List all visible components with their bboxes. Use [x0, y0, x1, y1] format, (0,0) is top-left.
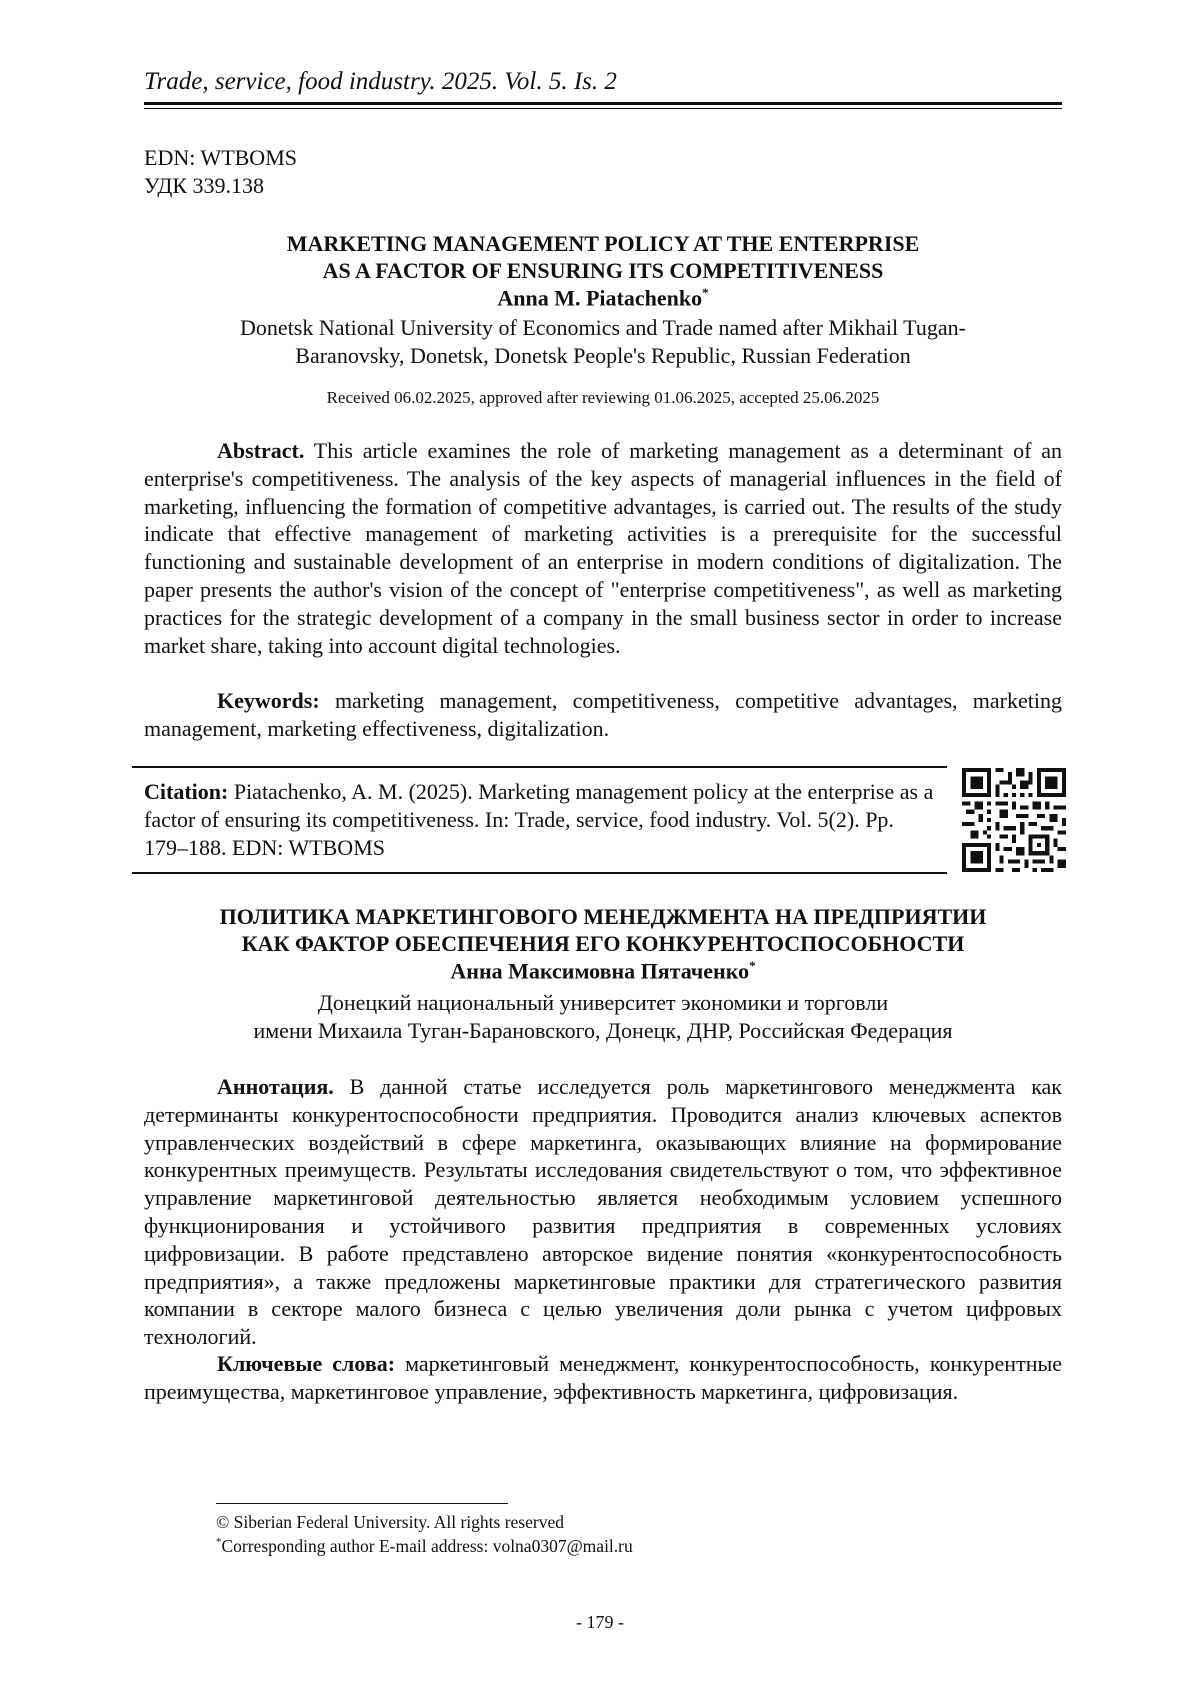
keywords-en-label: Keywords:: [217, 688, 320, 713]
citation-rule-top: [132, 766, 947, 768]
citation-label: Citation:: [144, 779, 228, 804]
header-rule: [144, 102, 1062, 105]
keywords-en-text: marketing management, competitiveness, competitive advantages, marketing management, marketing effectiveness, digitalization.: [144, 688, 1062, 741]
title-en-line2: AS A FACTOR OF ENSURING ITS COMPETITIVENESS: [144, 257, 1062, 284]
affiliation-ru: [144, 989, 1062, 1045]
abstract-ru: [144, 1073, 1062, 1351]
edn: EDN: WTBOMS: [144, 145, 297, 171]
abstract-en-text: This article examines the role of marketing management as a determinant of an enterprise's competitiveness. The analysis of the key aspects of managerial influences in the field of marketing, influencing the formation of competitive advantages, is carried out. The results of the study indicate that effective management of marketing activities is a prerequisite for the successful functioning and sustainable development of an enterprise in modern conditions of digitalization. The paper presents the author's vision of the concept of "enterprise competitiveness", as well as marketing practices for the strategic development of a company in the small business sector in order to increase market share, taking into account digital technologies.: [144, 438, 1062, 658]
citation-box: [132, 766, 947, 876]
footnote-rule: [216, 1503, 508, 1504]
journal-header: Trade, service, food industry. 2025. Vol. 5. Is. 2: [144, 68, 617, 96]
author-ru-mark: *: [749, 958, 756, 973]
title-en: [144, 230, 1062, 284]
keywords-ru-label: Ключевые слова:: [217, 1351, 395, 1376]
keywords-en: [144, 687, 1062, 743]
received-dates: Received 06.02.2025, approved after reviewing 01.06.2025, accepted 25.06.2025: [144, 388, 1062, 408]
title-ru: [144, 903, 1062, 957]
abstract-ru-text: В данной статье исследуется роль маркетингового менеджмента как детерминанты конкурентоспособности предприятия. Проводится анализ ключевых аспектов управленческих воздействий в сфере маркетинга, оказывающих влияние на формирование конкурентных преимуществ. Результаты исследования свидетельствуют о том, что эффективное управление маркетинговой деятельностью является необходимым условием успешного функционирования и устойчивого развития предприятия в современных условиях цифровизации. В работе представлено авторское видение понятия «конкурентоспособность предприятия», а также предложены маркетинговые практики для стратегического развития компании в секторе малого бизнеса с целью увеличения доли рынка с учетом цифровых технологий.: [144, 1074, 1062, 1349]
title-ru-line1: ПОЛИТИКА МАРКЕТИНГОВОГО МЕНЕДЖМЕНТА НА ПРЕДПРИЯТИИ: [144, 903, 1062, 930]
title-ru-line2: КАК ФАКТОР ОБЕСПЕЧЕНИЯ ЕГО КОНКУРЕНТОСПОСОБНОСТИ: [144, 930, 1062, 957]
affiliation-ru-line2: имени Михаила Туган-Барановского, Донецк, ДНР, Российская Федерация: [144, 1017, 1062, 1045]
citation-body: Piatachenko, A. M. (2025). Marketing management policy at the enterprise as a factor of ensuring its competitiveness. In: Trade, service, food industry. Vol. 5(2). Pp. 179–188. EDN: WTBOMS: [144, 779, 933, 860]
udk: УДК 339.138: [144, 173, 264, 199]
keywords-ru-text: маркетинговый менеджмент, конкурентоспособность, конкурентные преимущества, маркетинговое управление, эффективность маркетинга, цифровизация.: [144, 1351, 1062, 1404]
author-ru-name: Анна Максимовна Пятаченко: [450, 958, 749, 983]
keywords-ru: [144, 1350, 1062, 1406]
footnote-copyright: © Siberian Federal University. All rights reserved: [216, 1512, 564, 1533]
abstract-en-label: Abstract.: [217, 438, 304, 463]
author-ru: [144, 958, 1062, 984]
abstract-ru-label: Аннотация.: [217, 1074, 334, 1099]
footnote-corresponding-text: Corresponding author E-mail address: volna0307@mail.ru: [222, 1536, 633, 1556]
page-number: - 179 -: [0, 1612, 1200, 1633]
author-en-name: Anna M. Piatachenko: [497, 285, 702, 310]
footnote-corresponding-mark: *: [216, 1536, 222, 1548]
footnote-corresponding: [216, 1536, 633, 1557]
affiliation-ru-line1: Донецкий национальный университет экономики и торговли: [144, 989, 1062, 1017]
abstract-en: [144, 437, 1062, 659]
affiliation-en-line2: Baranovsky, Donetsk, Donetsk People's Republic, Russian Federation: [144, 342, 1062, 370]
title-en-line1: MARKETING MANAGEMENT POLICY AT THE ENTERPRISE: [144, 230, 1062, 257]
author-en-mark: *: [702, 285, 709, 300]
citation-text: [144, 778, 934, 862]
affiliation-en: [144, 314, 1062, 370]
author-en: [144, 285, 1062, 311]
qr-code-icon[interactable]: [962, 768, 1066, 872]
header-rule-thin: [144, 108, 1062, 109]
citation-rule-bottom: [132, 872, 947, 874]
affiliation-en-line1: Donetsk National University of Economics and Trade named after Mikhail Tugan-: [144, 314, 1062, 342]
